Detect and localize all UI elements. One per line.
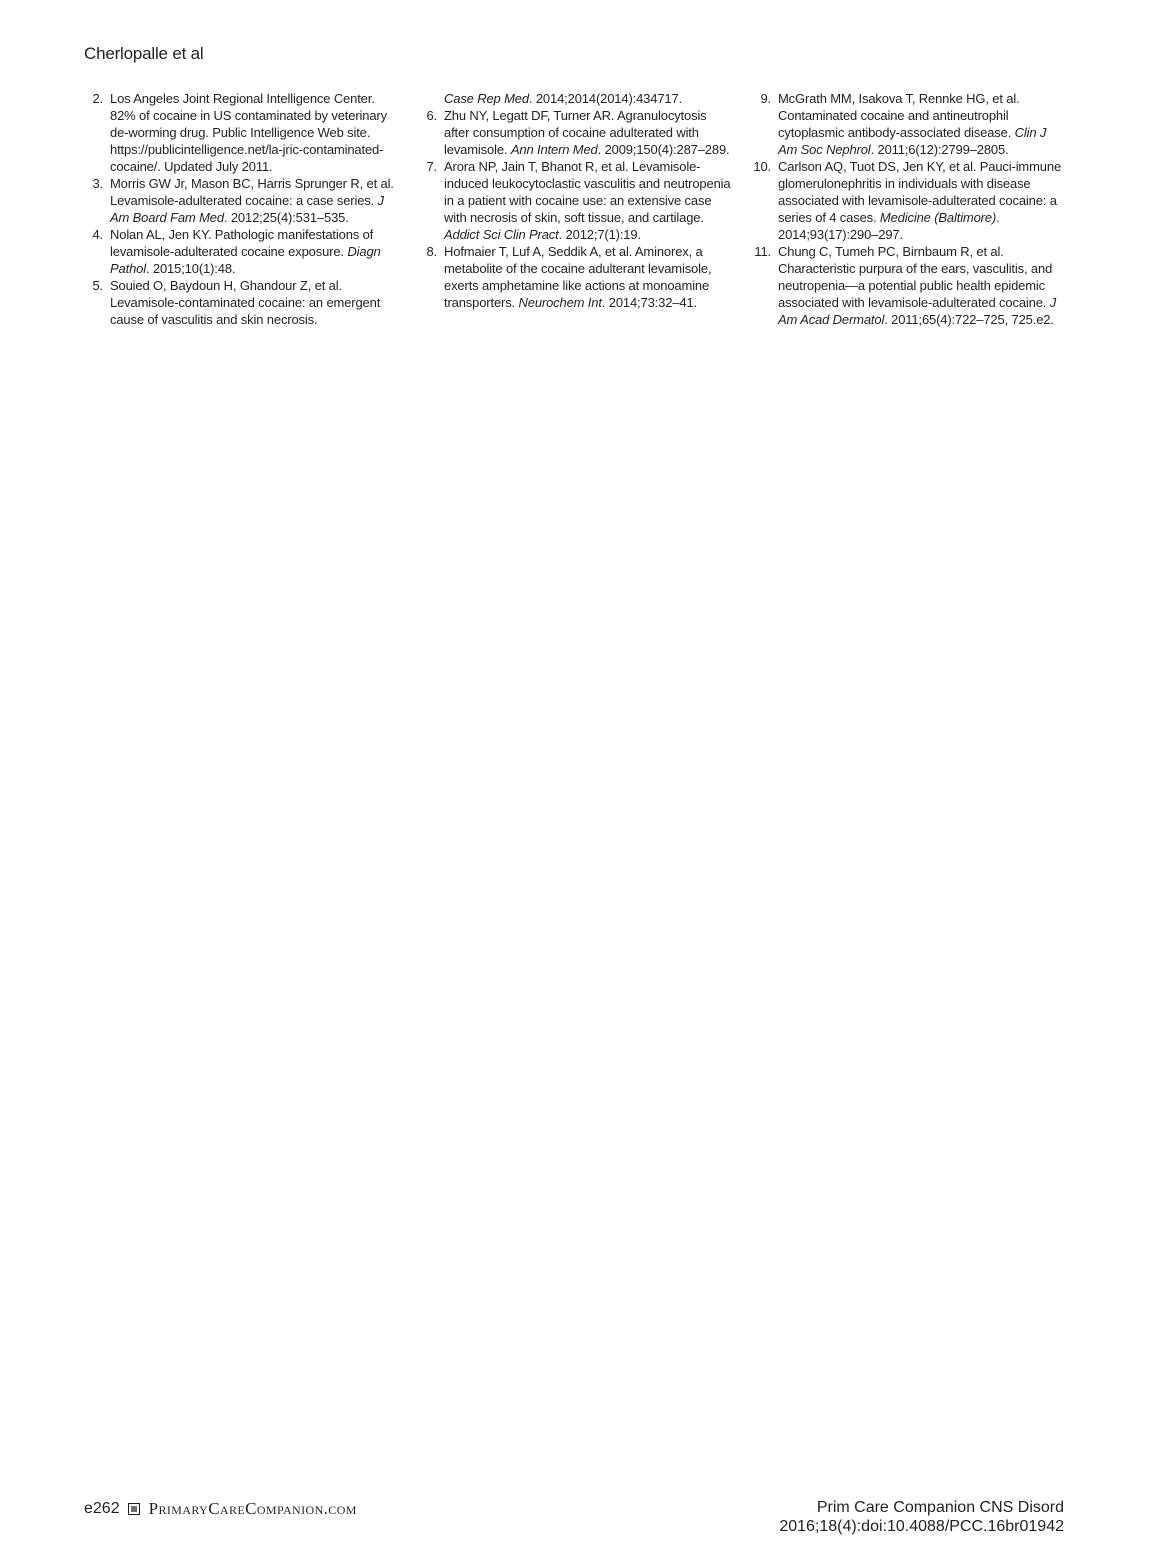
reference-citation: . 2011;65(4):722–725, 725.e2. (884, 312, 1054, 327)
reference-number: 3. (92, 176, 103, 191)
reference-journal: Clin J Am Soc Nephrol (778, 125, 1047, 157)
reference-text: Souied O, Baydoun H, Ghandour Z, et al. Levamisole-contaminated cocaine: an emergent cause of vasculitis and skin necrosis. (110, 278, 381, 327)
reference-text: Morris GW Jr, Mason BC, Harris Sprunger R, et al. Levamisole-adulterated cocaine: a case series. (110, 176, 394, 208)
reference-citation: . 2009;150(4):287–289. (597, 142, 730, 157)
reference-citation: . 2011;6(12):2799–2805. (870, 142, 1009, 157)
reference-citation: . 2014;2014(2014):434717. (528, 91, 683, 106)
reference-number: 2. (92, 91, 103, 106)
reference-column-3 (748, 90, 1068, 328)
reference-journal: J Am Board Fam Med (110, 193, 384, 225)
reference-item (748, 90, 1068, 158)
reference-number: 8. (426, 244, 437, 259)
reference-number: 5. (92, 278, 103, 293)
reference-citation: . 2012;25(4):531–535. (223, 210, 349, 225)
reference-item (80, 277, 400, 328)
reference-text: Hofmaier T, Luf A, Seddik A, et al. Aminorex, a metabolite of the cocaine adulterant levamisole, exerts amphetamine like actions at monoamine transporters. (444, 244, 712, 310)
reference-item (748, 158, 1068, 243)
reference-number: 9. (760, 91, 771, 106)
square-bullet-icon (128, 1503, 140, 1515)
reference-text: Chung C, Tumeh PC, Birnbaum R, et al. Characteristic purpura of the ears, vasculitis, and neutropenia—a potential public health epidemic associated with levamisole-adulterated cocaine. (778, 244, 1053, 310)
reference-text: Carlson AQ, Tuot DS, Jen KY, et al. Pauci-immune glomerulonephritis in individuals with disease associated with levamisole-adulterated cocaine: a series of 4 cases. (778, 159, 1062, 225)
reference-journal: Case Rep Med (444, 91, 529, 106)
citation-doi: 2016;18(4):doi:10.4088/PCC.16br01942 (779, 1518, 1064, 1535)
reference-item (80, 226, 400, 277)
reference-item (414, 90, 734, 107)
reference-item (80, 90, 400, 175)
reference-journal: Ann Intern Med (510, 142, 598, 157)
reference-item (748, 243, 1068, 328)
reference-column-2 (414, 90, 734, 311)
reference-number: 4. (92, 227, 103, 242)
reference-number: 11. (754, 244, 771, 259)
reference-item (414, 158, 734, 243)
reference-text: Zhu NY, Legatt DF, Turner AR. Agranulocytosis after consumption of cocaine adulterated with levamisole. (444, 108, 707, 157)
reference-item (414, 107, 734, 158)
reference-journal: Diagn Pathol (110, 244, 381, 276)
reference-text: McGrath MM, Isakova T, Rennke HG, et al. Contaminated cocaine and antineutrophil cytoplasmic antibody-associated disease. (778, 91, 1020, 140)
reference-journal: Neurochem Int (518, 295, 602, 310)
reference-number: 6. (426, 108, 437, 123)
reference-item (414, 243, 734, 311)
reference-text: Arora NP, Jain T, Bhanot R, et al. Levamisole-induced leukocytoclastic vasculitis and neutropenia in a patient with cocaine use: an extensive case with necrosis of skin, soft tissue, and cartilage. (444, 159, 731, 225)
reference-number: 10. (753, 159, 771, 174)
page-number: e262 (84, 1500, 120, 1517)
reference-citation: . 2015;10(1):48. (145, 261, 236, 276)
reference-journal: J Am Acad Dermatol (778, 295, 1057, 327)
reference-text: Los Angeles Joint Regional Intelligence Center. 82% of cocaine in US contaminated by veterinary de-worming drug. Public Intelligence Web site. https://publicintelligence.net/la-jric-contaminated-cocaine/. Updated July 2011. (110, 91, 387, 174)
reference-journal: Addict Sci Clin Pract (444, 227, 559, 242)
reference-text: Nolan AL, Jen KY. Pathologic manifestations of levamisole-adulterated cocaine exposure. (110, 227, 374, 259)
running-head: Cherlopalle et al (84, 44, 204, 63)
footer-page-info (84, 1499, 357, 1519)
footer-citation (779, 1498, 1064, 1536)
reference-journal: Medicine (Baltimore) (879, 210, 997, 225)
journal-website-link[interactable]: PrimaryCareCompanion.com (148, 1499, 357, 1518)
reference-item (80, 175, 400, 226)
reference-citation: . 2014;93(17):290–297. (778, 210, 1000, 242)
journal-name: Prim Care Companion CNS Disord (816, 1499, 1064, 1516)
reference-citation: . 2014;73:32–41. (601, 295, 698, 310)
reference-column-1 (80, 90, 400, 328)
reference-citation: . 2012;7(1):19. (558, 227, 641, 242)
reference-number: 7. (426, 159, 437, 174)
